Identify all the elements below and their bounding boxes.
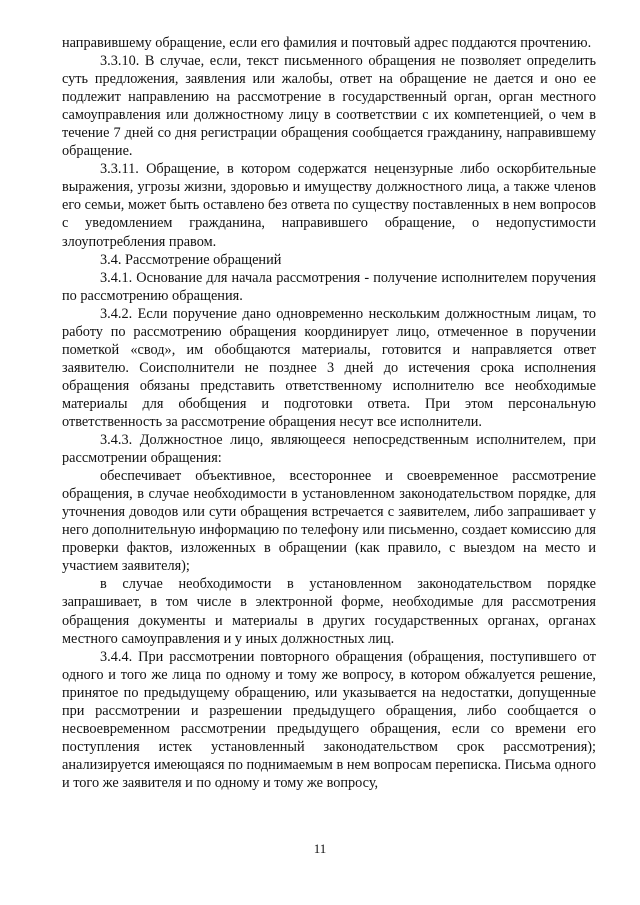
paragraph-3-4-3: 3.4.3. Должностное лицо, являющееся непосредственным исполнителем, при рассмотрении обращения: (62, 432, 596, 467)
section-heading-3-4: 3.4. Рассмотрение обращений (100, 251, 282, 268)
paragraph-3-4-1: 3.4.1. Основание для начала рассмотрения - получение исполнителем поручения по рассмотрению обращения. (62, 269, 596, 304)
document-body (62, 34, 596, 792)
paragraph-3-4-4: 3.4.4. При рассмотрении повторного обращения (обращения, поступившего от одного и того же лица по одному и тому же вопросу, в котором обжалуется решение, принятое по предыдущему обращению, или указывается на недостатки, допущенные при рассмотрении и разрешении предыдущего обращения, либо сообщается о несвоевременном рассмотрении предыдущего обращения, если со времени его поступления истек установленный законодательством срок рассмотрения); анализируется имеющаяся по поднимаемым в нем вопросам переписка. Письма одного и того же заявителя и по одному и тому же вопросу, (62, 648, 596, 791)
paragraph-3-3-10: 3.3.10. В случае, если, текст письменного обращения не позволяет определить суть предложения, заявления или жалобы, ответ на обращение не дается и оно ее подлежит направлению на рассмотрение в государственный орган, орган местного самоуправления или должностному лицу в соответствии с их компетенцией, о чем в течение 7 дней со дня регистрации обращения сообщается гражданину, направившему обращение. (62, 53, 596, 160)
paragraph-3-4-3-item-2: в случае необходимости в установленном законодательством порядке запрашивает, в том числе в электронной форме, необходимые для рассмотрения обращения документы и материалы в других государственных органах, органах местного самоуправления и у иных должностных лиц. (62, 576, 596, 647)
paragraph-continuation: направившему обращение, если его фамилия и почтовый адрес поддаются прочтению. (62, 35, 592, 51)
page-number: 11 (313, 841, 327, 856)
paragraph-3-3-11: 3.3.11. Обращение, в котором содержатся нецензурные либо оскорбительные выражения, угрозы жизни, здоровью и имуществу должностного лица, а также членов его семьи, может быть оставлено без ответа по существу поставленных в нем вопросов с уведомлением гражданина, направившего обращение, о недопустимости злоупотребления правом. (62, 161, 596, 250)
paragraph-3-4-3-item-1: обеспечивает объективное, всестороннее и своевременное рассмотрение обращения, в случае необходимости в установленном законодательством порядке, для уточнения доводов или сути обращения встречается с заявителем, либо запрашивает у него дополнительную информацию по телефону или письменно, создает комиссию для проверки фактов, изложенных в обращении (как правило, с выездом на место и участием заявителя); (62, 468, 596, 575)
paragraph-3-4-2: 3.4.2. Если поручение дано одновременно нескольким должностным лицам, то работу по рассмотрению обращения координирует лицо, отмеченное в поручении пометкой «свод», им обобщаются материалы, готовится и направляется ответ заявителю. Соисполнители не позднее 3 дней до истечения срока исполнения обращения обязаны представить ответственному исполнителю все необходимые материалы для обобщения и подготовки ответа. При этом персональную ответственность за рассмотрение обращения несут все исполнители. (62, 305, 596, 430)
